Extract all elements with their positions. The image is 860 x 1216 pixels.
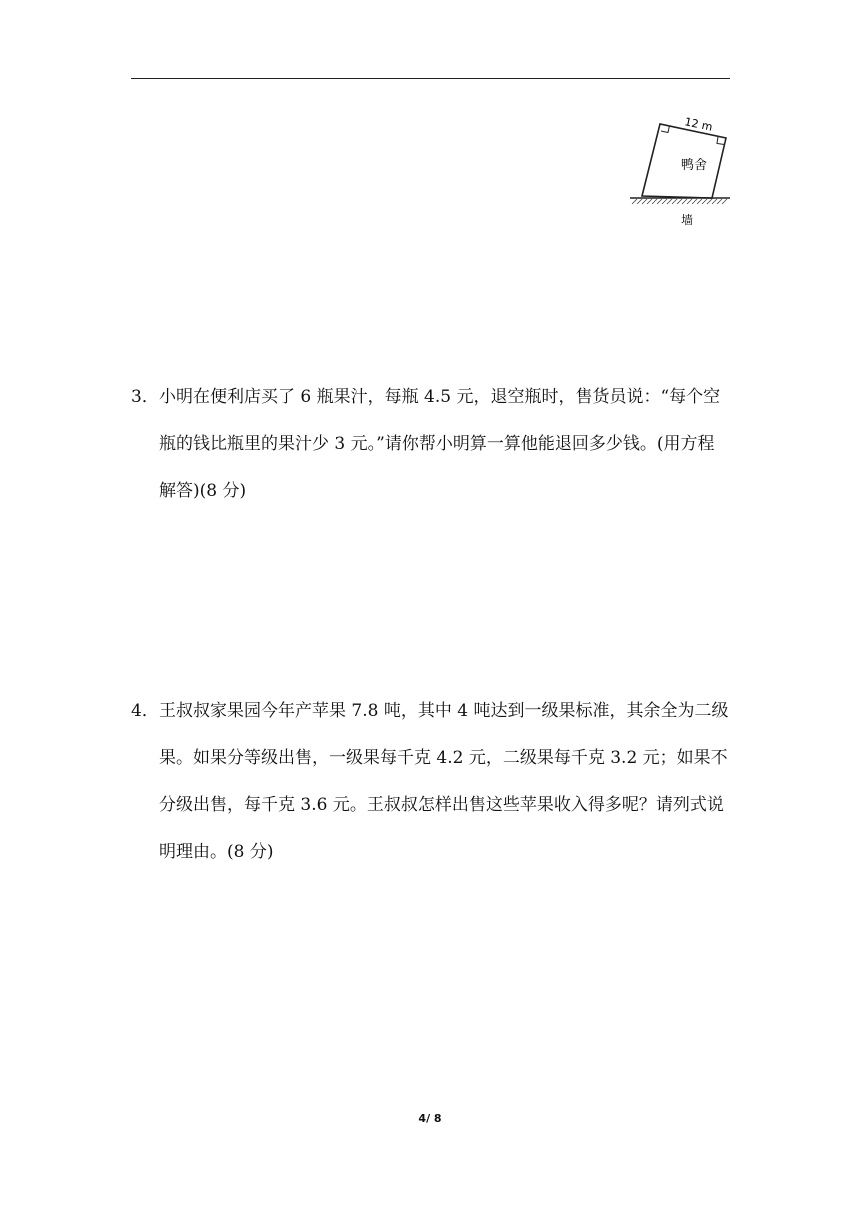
question-3 bbox=[131, 374, 731, 515]
duck-shed-diagram bbox=[624, 112, 736, 232]
room-label: 鸭舍 bbox=[681, 158, 708, 173]
wall-label: 墙 bbox=[681, 213, 694, 227]
length-label: 12 m bbox=[683, 115, 714, 134]
question-number: 4． bbox=[131, 701, 159, 721]
duck-shed-figure bbox=[624, 112, 736, 232]
question-number: 3． bbox=[131, 387, 159, 407]
page-number: 4/ 8 bbox=[418, 1112, 442, 1125]
question-text: 小明在便利店买了 6 瓶果汁，每瓶 4.5 元，退空瓶时，售货员说：“每个空瓶的钱比瓶里的果汁少 3 元。”请你帮小明算一算他能退回多少钱。(用方程解答)(8 分) bbox=[159, 387, 721, 501]
header-rule bbox=[131, 78, 730, 79]
question-4 bbox=[131, 688, 731, 876]
question-text: 王叔叔家果园今年产苹果 7.8 吨，其中 4 吨达到一级果标准，其余全为二级果。如果分等级出售，一级果每千克 4.2 元，二级果每千克 3.2 元；如果不分级出售，每千克 3.6 元。王叔叔怎样出售这些苹果收入得多呢？请列式说明理由。(8 分) bbox=[159, 701, 729, 862]
wall-hatching bbox=[632, 199, 727, 204]
